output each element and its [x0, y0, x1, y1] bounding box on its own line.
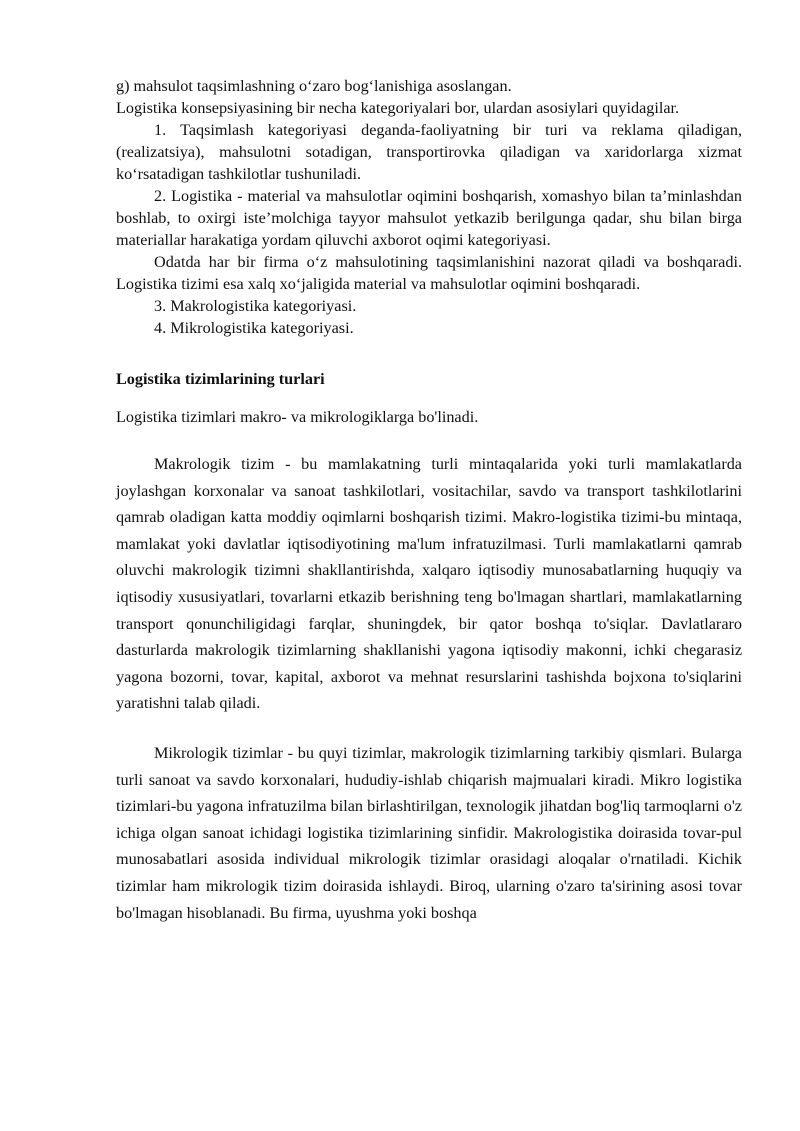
paragraph-firm-control: Odatda har bir firma o‘z mahsulotining taqsimlanishini nazorat qiladi va boshqaradi. Logistika tizimi esa xalq xo‘jaligida material va mahsulotlar oqimini boshqaradi.	[116, 253, 742, 293]
section-heading: Logistika tizimlarining turlari	[116, 370, 325, 388]
paragraph-mikrologik: Mikrologik tizimlar - bu quyi tizimlar, makrologik tizimlarning tarkibiy qismlari. Bularga turli sanoat va savdo korxonalari, hududiy-ishlab chiqarish majmualari kiradi. Mikro logistika tizimlari-bu yagona infratuzilma bilan birlashtirilgan, texnologik jihatdan bog'liq tarmoqlarni o'z ichiga olgan sanoat ichidagi logistika tizimlarining sinfidir. Makrologistika doirasida tovar-pul munosabatlari asosida individual mikrologik tizimlar orasidagi aloqalar o'rnatiladi. Kichik tizimlar ham mikrologik tizim doirasida ishlaydi. Biroq, ularning o'zaro ta'sirining asosi tovar bo'lmagan hisoblanadi. Bu firma, uyushma yoki boshqa	[116, 743, 742, 922]
paragraph-category-1: 1. Taqsimlash kategoriyasi deganda-faoliyatning bir turi va reklama qiladigan, (realizatsiya), mahsulotni sotadigan, transportirovka qiladigan va xaridorlarga xizmat ko‘rsatadigan tashkilotlar tushuniladi.	[116, 121, 742, 183]
paragraph-category-2: 2. Logistika - material va mahsulotlar oqimini boshqarish, xomashyo bilan ta’minlashdan boshlab, to oxirgi iste’molchiga tayyor mahsulot yetkazib berilgunga qadar, shu bilan birga materiallar harakatiga yordam qiluvchi axborot oqimi kategoriyasi.	[116, 187, 742, 249]
paragraph-item-g: g) mahsulot taqsimlashning o‘zaro bog‘lanishiga asoslangan.	[116, 77, 512, 95]
paragraph-categories-intro: Logistika konsepsiyasining bir necha kategoriyalari bor, ulardan asosiylari quyidagilar.	[116, 99, 680, 117]
paragraph-category-4: 4. Mikrologistika kategoriyasi.	[154, 319, 354, 337]
paragraph-section-intro: Logistika tizimlari makro- va mikrologiklarga bo'linadi.	[116, 408, 479, 426]
paragraph-category-3: 3. Makrologistika kategoriyasi.	[154, 297, 357, 315]
paragraph-makrologik: Makrologik tizim - bu mamlakatning turli mintaqalarida yoki turli mamlakatlarda joylashgan korxonalar va sanoat tashkilotlari, vositachilar, savdo va transport tashkilotlarini qamrab oladigan katta moddiy oqimlarni boshqarish tizimi. Makro-logistika tizimi-bu mintaqa, mamlakat yoki davlatlar iqtisodiyotining ma'lum infratuzilmasi. Turli mamlakatlarni qamrab oluvchi makrologik tizimni shakllantirishda, xalqaro iqtisodiy munosabatlarning huquqiy va iqtisodiy xususiyatlari, tovarlarni etkazib berishning teng bo'lmagan shartlari, mamlakatlarning transport qonunchiligidagi farqlar, shuningdek, bir qator boshqa to'siqlar. Davlatlararo dasturlarda makrologik tizimlarning shakllanishi yagona iqtisodiy makonni, ichki chegarasiz yagona bozorni, tovar, kapital, axborot va mehnat resurslarini tashishda bojxona to'siqlarini yaratishni talab qiladi.	[116, 455, 742, 713]
document-page	[116, 75, 742, 926]
